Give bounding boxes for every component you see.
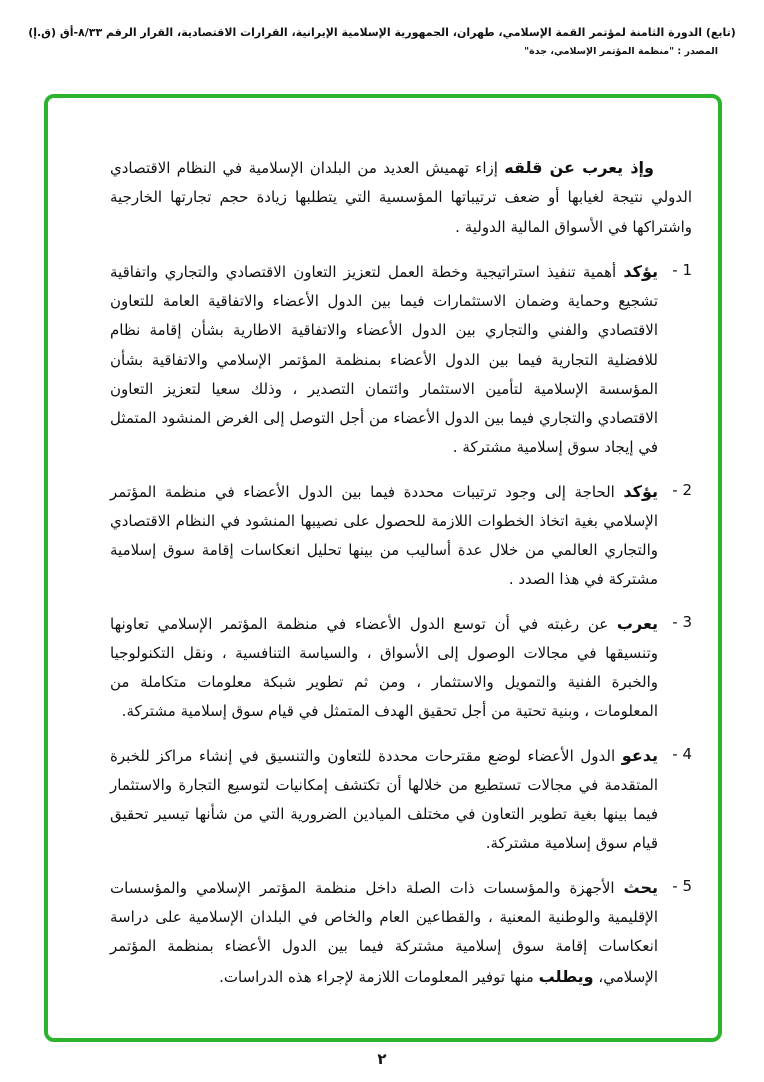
page-number: ٢	[377, 1050, 387, 1068]
item-text: الدول الأعضاء لوضع مقترحات محددة للتعاون والتنسيق في إنشاء مراكز للخبرة المتقدمة في مجالات تستطيع من خلالها أن تكتشف إمكانيات لتوسيع التجارة والاستثمار فيما بينها بغية تطوير التعاون في مختلف الميادين الضرورية التي من شأنها تيسير تحقيق قيام سوق إسلامية مشتركة.	[110, 746, 658, 853]
item-lead: يدعو	[621, 745, 658, 765]
item-lead-secondary: ويطلب	[538, 967, 594, 987]
header-source: المصدر : "منظمة المؤتمر الإسلامي، جدة"	[524, 46, 718, 57]
preamble-paragraph	[110, 152, 692, 242]
item-number: 3 -	[672, 612, 692, 631]
item-text: عن رغبته في أن توسع الدول الأعضاء في منظمة المؤتمر الإسلامي تعاونها وتنسيقها في مجالات الوصول إلى الأسواق ، والسياسة التنافسية ، ونقل التكنولوجيا والخبرة الفنية والتمويل والاستثمار ، ومن ثم تطوير شبكة معلومات متكاملة من المعلومات ، وبنية تحتية من أجل تحقيق الهدف المتمثل في قيام سوق إسلامية مشتركة.	[110, 614, 658, 721]
resolution-item-4	[110, 740, 692, 859]
resolution-item-5	[110, 872, 692, 993]
item-lead: يعرب	[616, 613, 658, 633]
item-lead: يحث	[623, 877, 658, 897]
item-text: الحاجة إلى وجود ترتيبات محددة فيما بين الدول الأعضاء في منظمة المؤتمر الإسلامي بغية اتخاذ الخطوات اللازمة للحصول على نصيبها المنشود في النظام الاقتصادي والتجاري العالمي من خلال عدة أساليب من بينها تحليل انعكاسات إقامة سوق إسلامية مشتركة في هذا الصدد .	[110, 482, 658, 589]
resolution-item-1	[110, 256, 692, 463]
item-paragraph	[110, 872, 658, 993]
item-paragraph	[110, 740, 658, 859]
preamble-lead: وإذ يعرب عن قلقه	[504, 158, 654, 177]
item-number: 2 -	[672, 480, 692, 499]
document-body	[48, 98, 718, 993]
document-header	[0, 0, 764, 57]
header-title: (تابع) الدورة الثامنة لمؤتمر القمة الإسلامي، طهران، الجمهورية الإسلامية الإيرانية، القرارات الاقتصادية، القرار الرقم ٨/٣٣-أق (ق.إ)	[28, 26, 736, 39]
resolution-item-2	[110, 476, 692, 595]
item-number: 1 -	[672, 260, 692, 279]
item-text-secondary: منها توفير المعلومات اللازمة لإجراء هذه الدراسات.	[219, 968, 539, 987]
preamble-text: إزاء تهميش العديد من البلدان الإسلامية في النظام الاقتصادي الدولي نتيجة لغيابها أو ضعف ترتيباتها المؤسسية التي يتطلبها زيادة حجم تجارتها الخارجية واشتراكها في الأسواق المالية الدولية .	[110, 159, 692, 236]
document-frame	[44, 94, 722, 1042]
item-lead: يؤكد	[623, 261, 658, 281]
item-paragraph	[110, 256, 658, 463]
item-paragraph	[110, 608, 658, 727]
item-number: 5 -	[672, 876, 692, 895]
item-number: 4 -	[672, 744, 692, 763]
item-text: أهمية تنفيذ استراتيجية وخطة العمل لتعزيز التعاون الاقتصادي والتجاري واتفاقية تشجيع وحماية وضمان الاستثمارات فيما بين الدول الأعضاء والاتفاقية العامة للتعاون الاقتصادي والفني والتجاري بين الدول الأعضاء والاتفاقية الاطارية بشأن إقامة نظام للافضلية التجارية فيما بين الدول الأعضاء بمنظمة المؤتمر الإسلامي والاتفاقية بشأن المؤسسة الإسلامية لتأمين الاستثمار وائتمان التصدير ، وذلك سعيا لتعزيز التعاون الاقتصادي والتجاري فيما بين الدول الأعضاء من أجل التوصل إلى الغرض المنشود المتمثل في إيجاد سوق إسلامية مشتركة .	[110, 262, 658, 457]
item-lead: يؤكد	[623, 481, 658, 501]
item-paragraph	[110, 476, 658, 595]
resolution-item-3	[110, 608, 692, 727]
item-text: الأجهزة والمؤسسات ذات الصلة داخل منظمة المؤتمر الإسلامي والمؤسسات الإقليمية والوطنية المعنية ، والقطاعين العام والخاص في البلدان الإسلامية على دراسة انعكاسات إقامة سوق إسلامية مشتركة فيما بين الدول الأعضاء بمنظمة المؤتمر الإسلامي،	[110, 878, 658, 987]
